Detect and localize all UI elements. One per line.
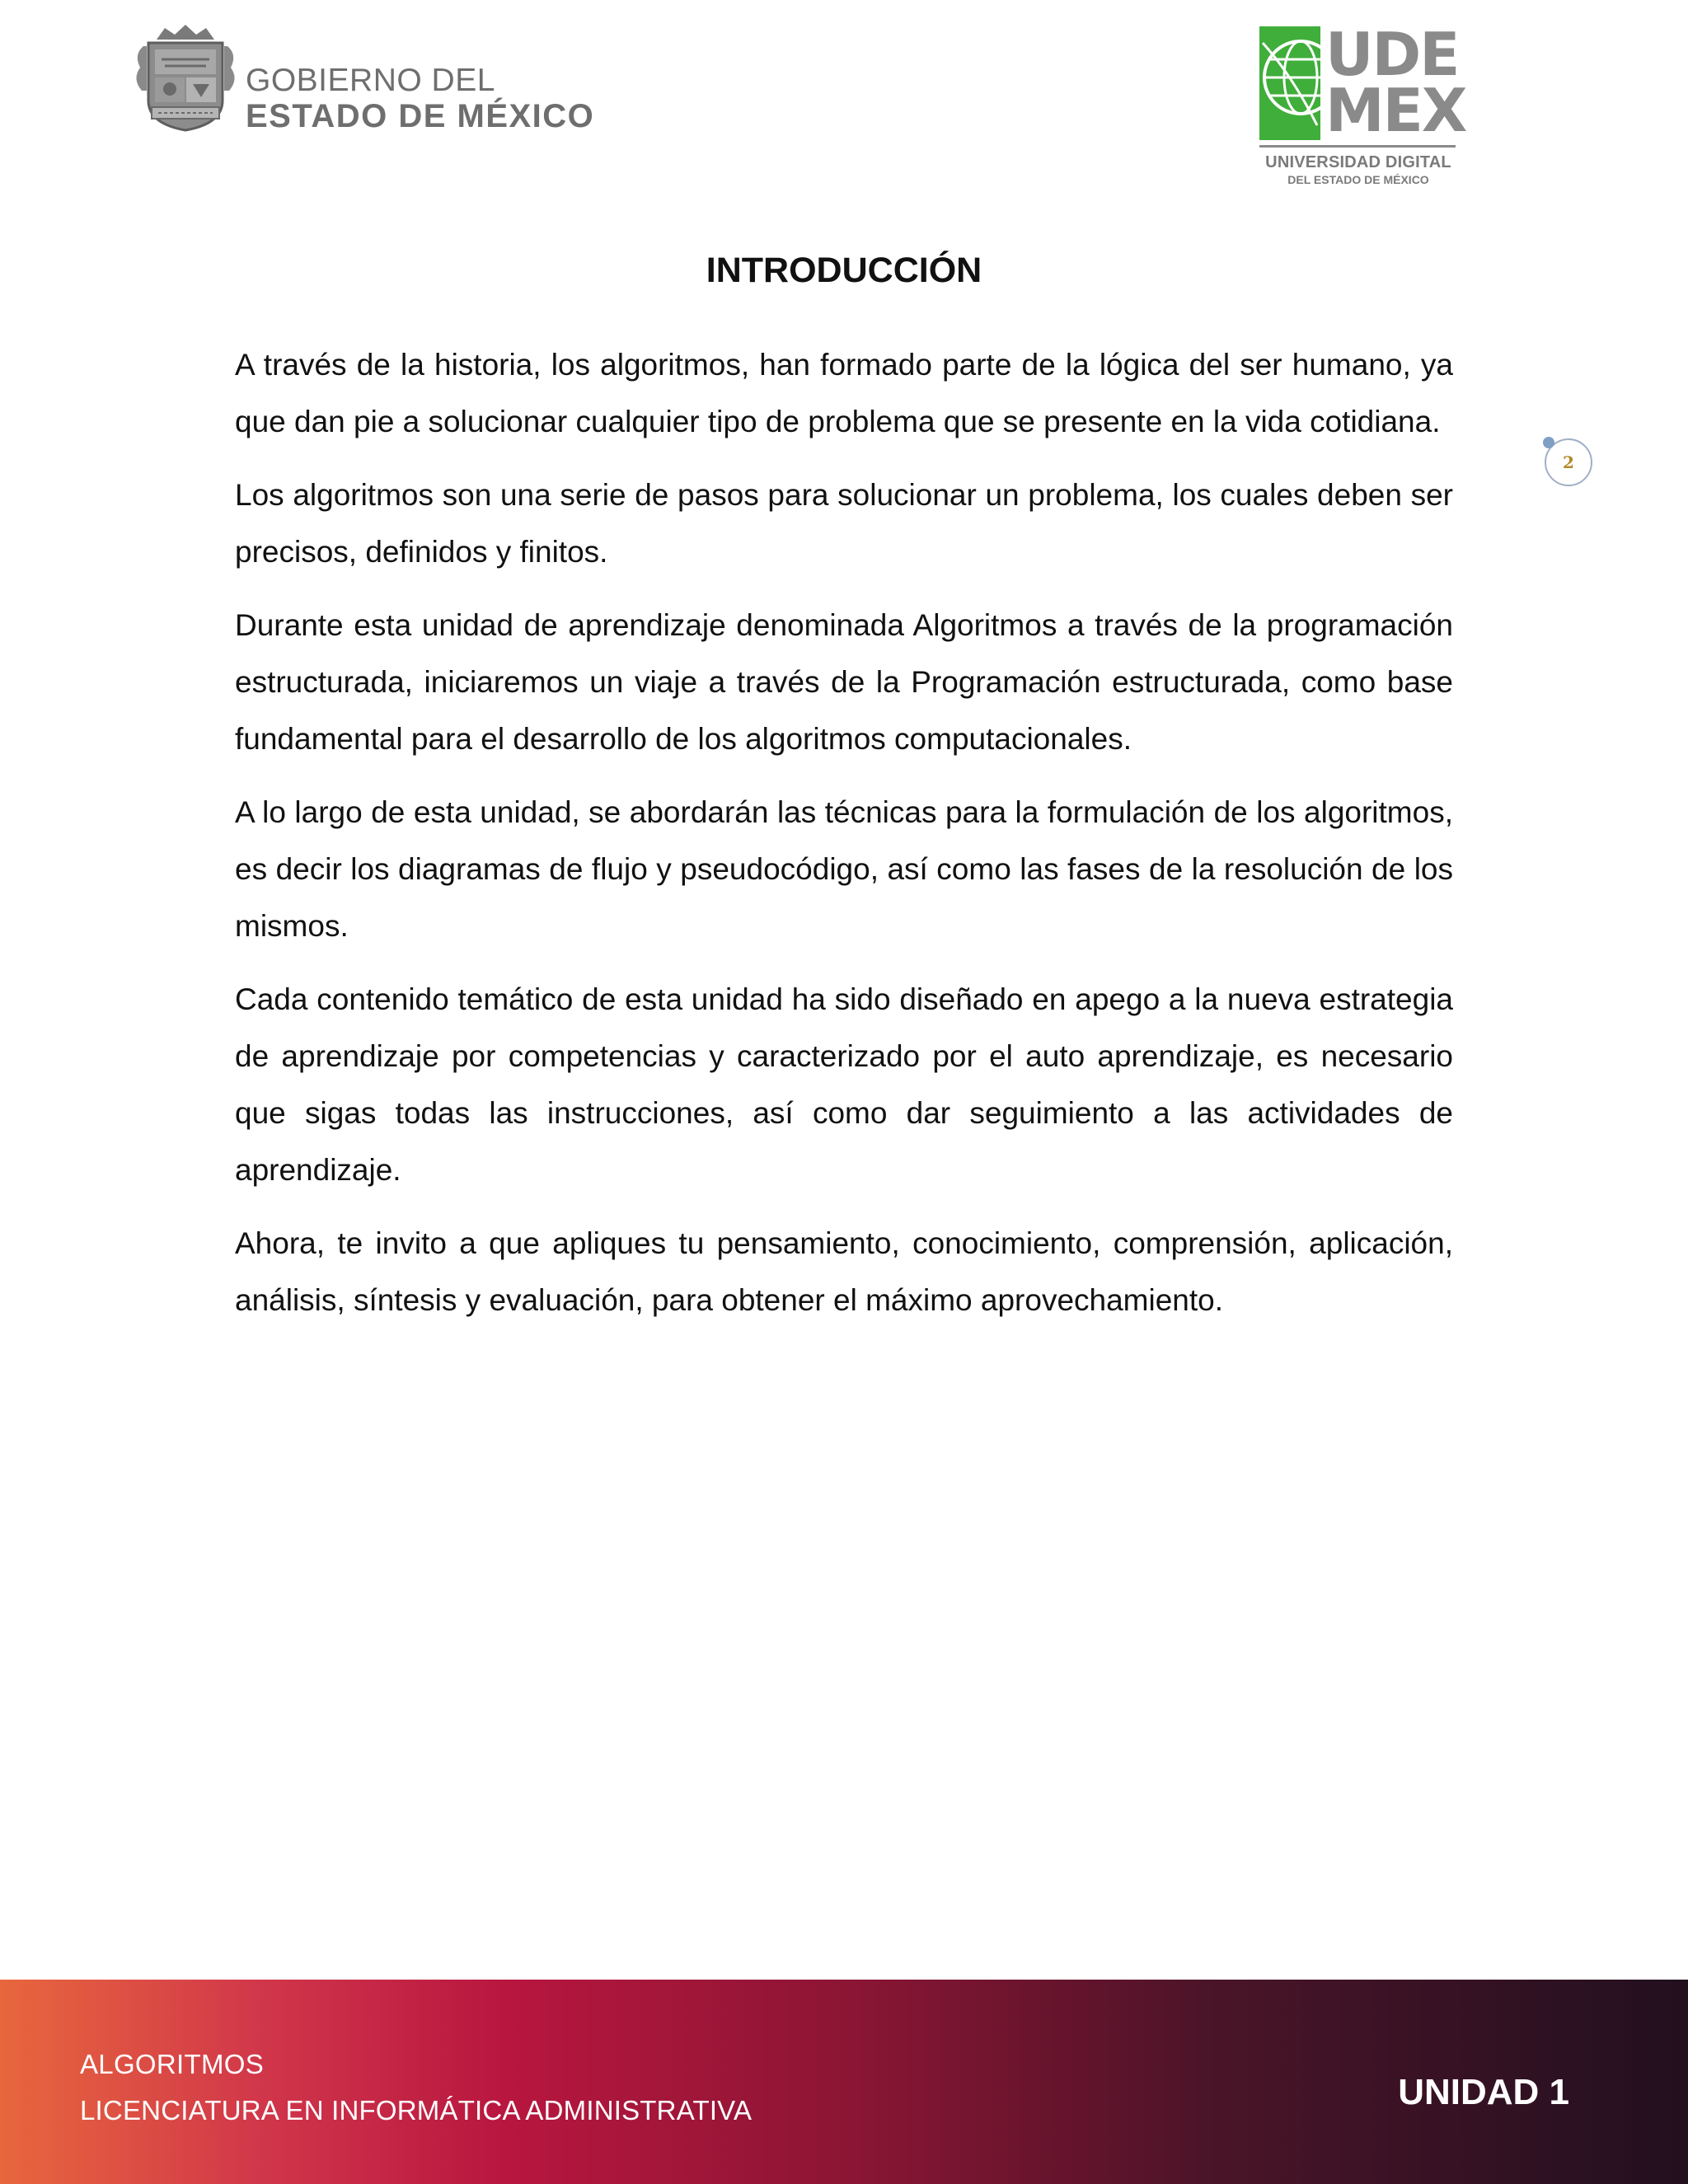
- paragraph-3: Durante esta unidad de aprendizaje denominada Algoritmos a través de la programación estructurada, iniciaremos un viaje a través de la Programación estructurada, como base fundamental para el desarrollo de los algoritmos computacionales.: [235, 608, 1453, 756]
- udemex-subtitle2: DEL ESTADO DE MÉXICO: [1287, 173, 1429, 186]
- badge-dot-icon: [1543, 437, 1554, 448]
- udemex-word-bottom: MEX: [1325, 76, 1466, 145]
- footer-program: LICENCIATURA EN INFORMÁTICA ADMINISTRATIVA: [80, 2095, 753, 2125]
- government-line2: ESTADO DE MÉXICO: [246, 98, 595, 134]
- footer-band: [0, 1980, 1688, 2184]
- paragraph-1: A través de la historia, los algoritmos, han formado parte de la lógica del ser humano, ya que dan pie a solucionar cualquier tipo de problema que se presente en la vida cotidiana.: [235, 348, 1453, 438]
- paragraph-6: Ahora, te invito a que apliques tu pensamiento, conocimiento, comprensión, aplicación, análisis, síntesis y evaluación, para obtener el máximo aprovechamiento.: [235, 1226, 1453, 1317]
- footer-unit: UNIDAD 1: [1398, 2072, 1569, 2112]
- government-logo: [132, 21, 602, 137]
- document-body: [235, 336, 1453, 1345]
- paragraph-4: A lo largo de esta unidad, se abordarán las técnicas para la formulación de los algoritmos, es decir los diagramas de flujo y pseudocódigo, así como las fases de la resolución de los mismos.: [235, 795, 1453, 943]
- udemex-subtitle1: UNIVERSIDAD DIGITAL: [1265, 153, 1451, 171]
- page-number-badge: [1545, 438, 1592, 486]
- state-seal-icon: [132, 21, 239, 134]
- udemex-logo: [1259, 20, 1466, 190]
- footer-subject: ALGORITMOS: [80, 2049, 265, 2079]
- paragraph-2: Los algoritmos son una serie de pasos para solucionar un problema, los cuales deben ser precisos, definidos y finitos.: [235, 478, 1453, 569]
- udemex-divider: [1259, 145, 1456, 148]
- udemex-word-top: UDE: [1325, 20, 1459, 89]
- paragraph-5: Cada contenido temático de esta unidad ha sido diseñado en apego a la nueva estrategia de aprendizaje por competencias y caracterizado por el auto aprendizaje, es necesario que sigas todas las instrucciones, así como dar seguimiento a las actividades de aprendizaje.: [235, 982, 1453, 1187]
- globe-icon: [1259, 26, 1320, 140]
- government-line1: GOBIERNO DEL: [246, 63, 495, 98]
- government-wordmark: [246, 64, 594, 133]
- page-title: INTRODUCCIÓN: [706, 251, 982, 290]
- page-number: 2: [1563, 452, 1574, 472]
